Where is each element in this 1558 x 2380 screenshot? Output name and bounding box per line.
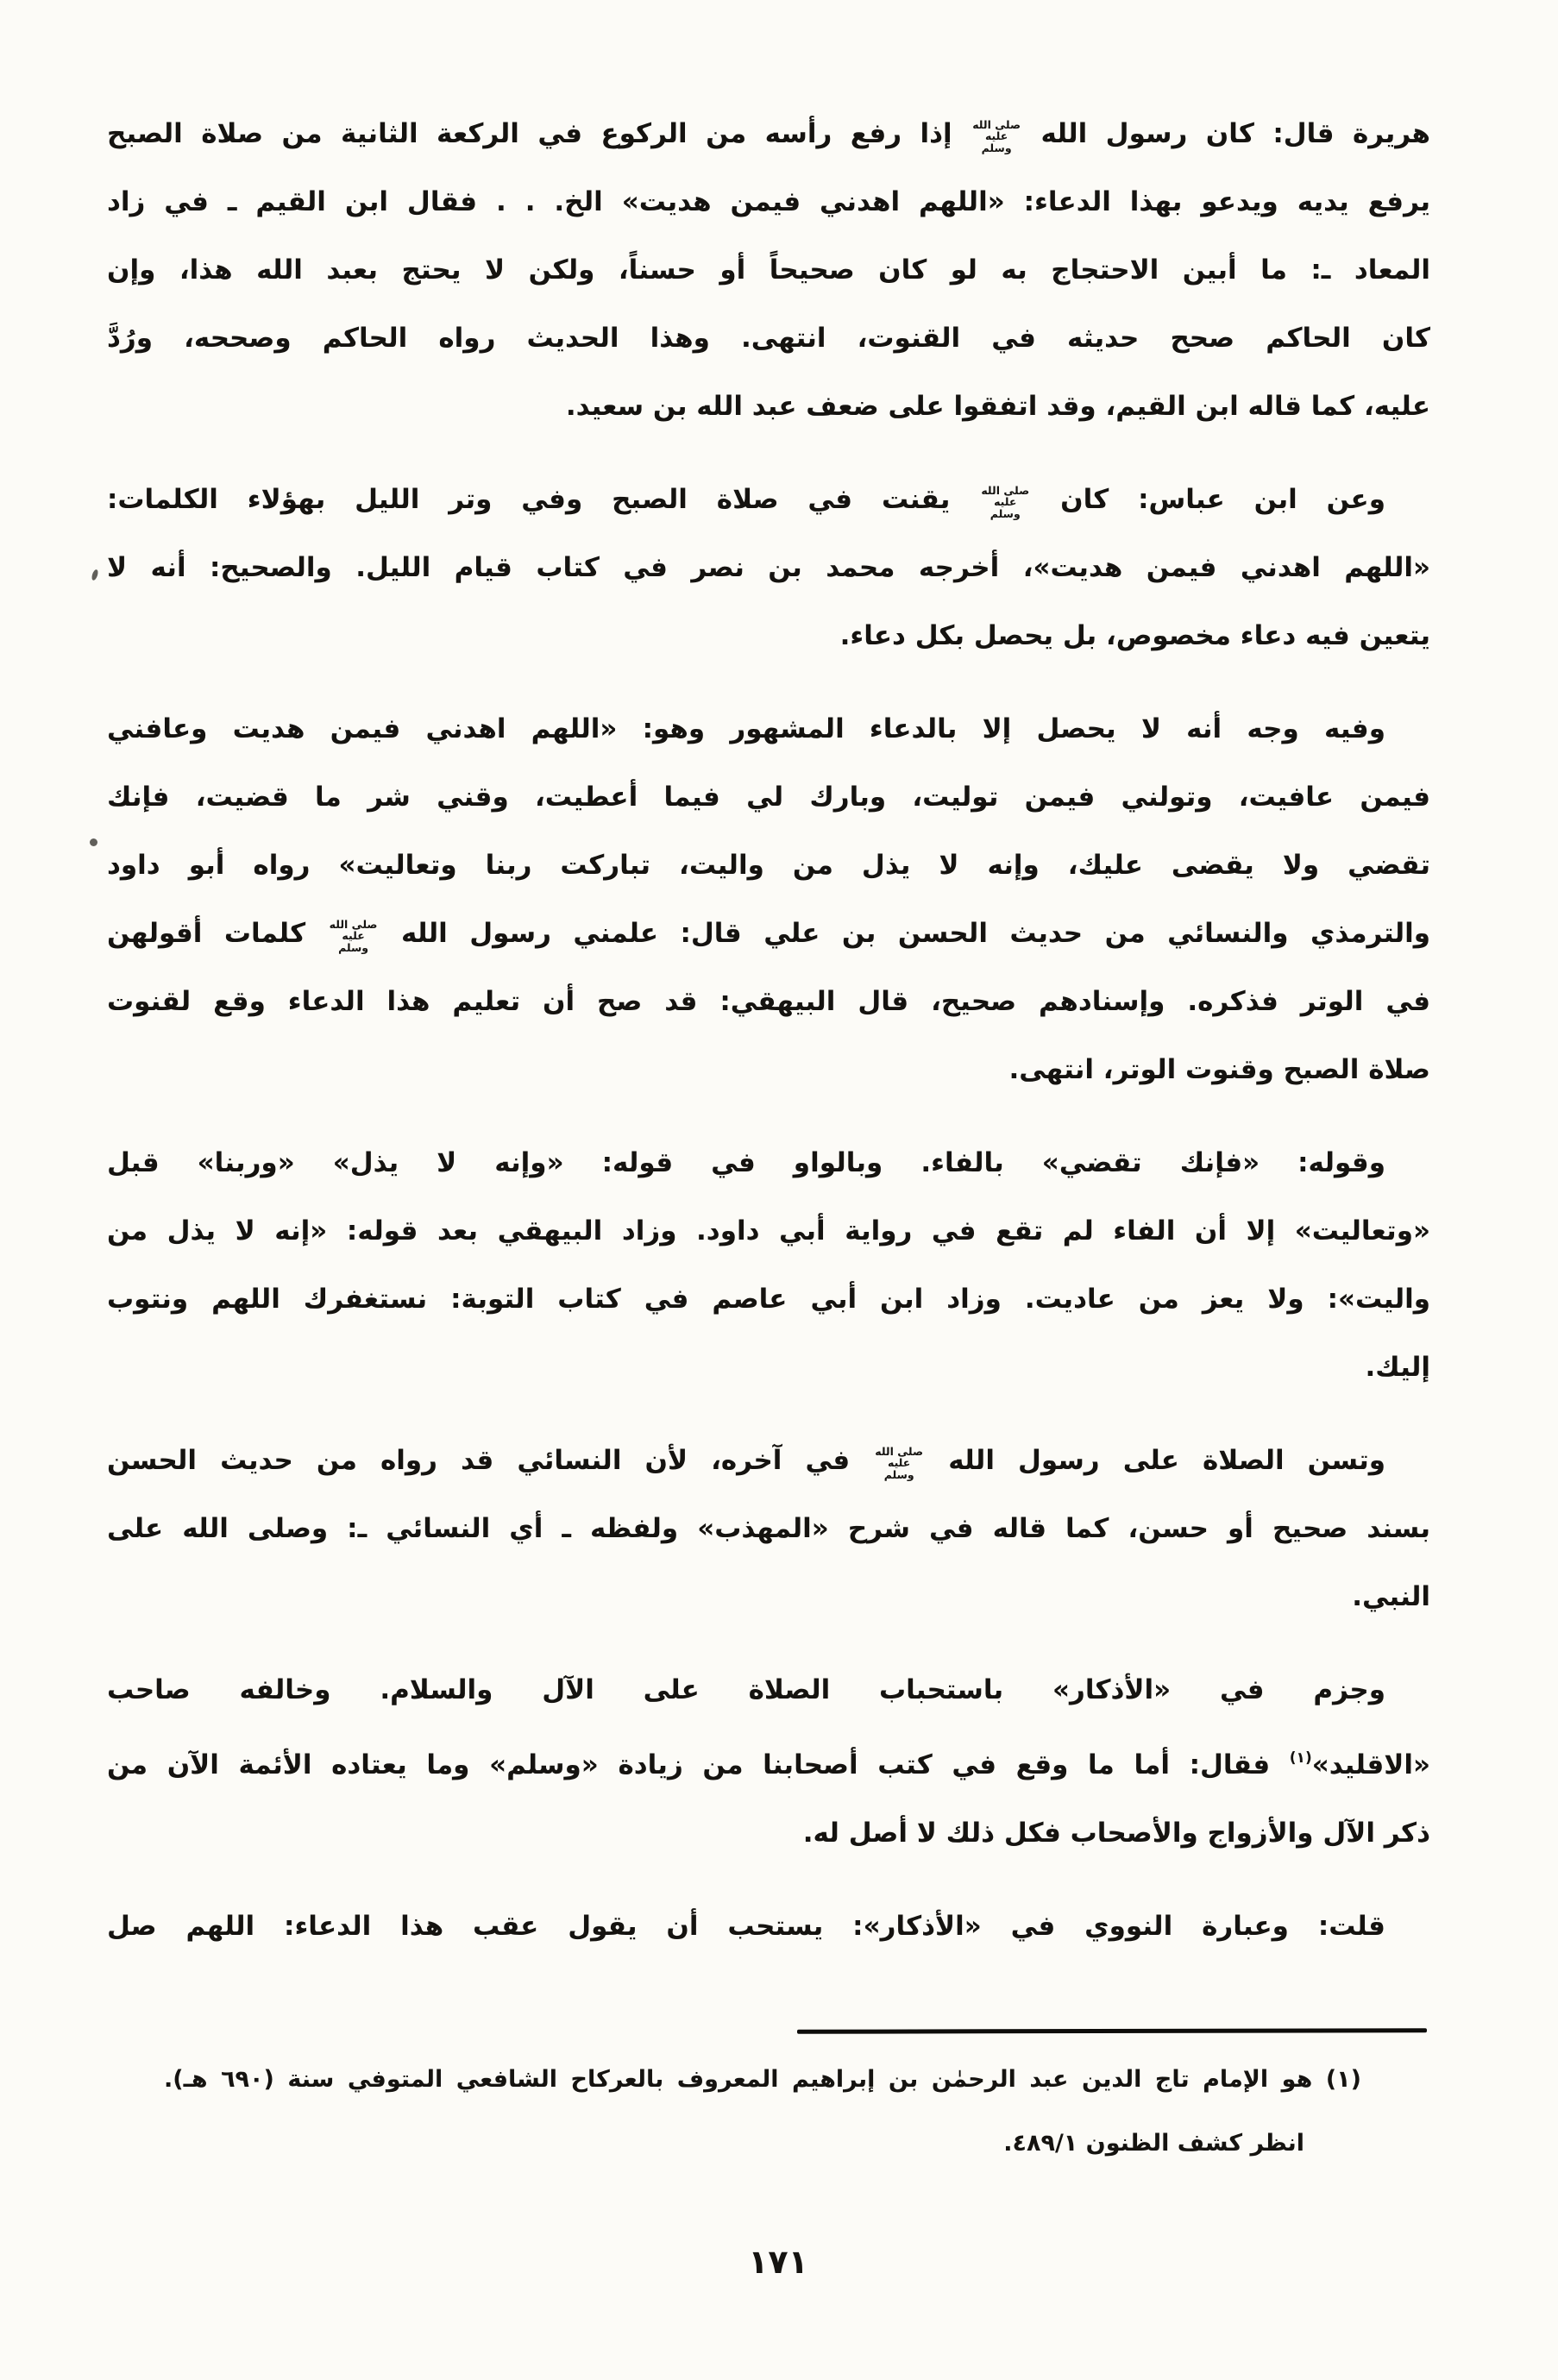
footnote [107, 2048, 1430, 2176]
text-line: وجزم في «الأذكار» باستحباب الصلاة على الآل والسلام. وخالفه صاحب [107, 1674, 1385, 1705]
scan-speck [90, 838, 97, 846]
text-line: يرفع يديه ويدعو بهذا الدعاء: «اللهم اهدني فيمن هديت» الخ. . . فقال ابن القيم ـ في زاد [107, 186, 1430, 217]
text-line: المعاد ـ: ما أبين الاحتجاج به لو كان صحيحاً أو حسناً، ولكن لا يحتج بعبد الله هذا، وإن [107, 254, 1430, 286]
page-number: ١٧١ [748, 2243, 808, 2281]
text-line: يتعين فيه دعاء مخصوص، بل يحصل بكل دعاء. [839, 620, 1430, 651]
text-line: في الوتر فذكره. وإسنادهم صحيح، قال البيهقي: قد صح أن تعليم هذا الدعاء وقع لقنوت [107, 986, 1430, 1017]
body-text [107, 100, 1430, 1986]
text-line: إليك. [1365, 1352, 1430, 1383]
paragraph [107, 695, 1430, 1104]
text-line: عليه، كما قاله ابن القيم، وقد اتفقوا على ضعف عبد الله بن سعيد. [565, 391, 1430, 422]
paragraph [107, 1129, 1430, 1402]
text-line: تقضي ولا يقضى عليك، وإنه لا يذل من واليت، تباركت ربنا وتعاليت» رواه أبو داود [107, 850, 1430, 881]
footnote-ref: (١) [1289, 1749, 1312, 1767]
text-line: «اللهم اهدني فيمن هديت»، أخرجه محمد بن نصر في كتاب قيام الليل. والصحيح: أنه لا [107, 552, 1430, 583]
paragraph [107, 466, 1430, 670]
text-line: وفيه وجه أنه لا يحصل إلا بالدعاء المشهور وهو: «اللهم اهدني فيمن هديت وعافني [107, 713, 1385, 744]
text-line: كان الحاكم صحح حديثه في القنوت، انتهى. وهذا الحديث رواه الحاكم وصححه، ورُدَّ [107, 323, 1430, 354]
text-line: وقوله: «فإنك تقضي» بالفاء. وبالواو في قوله: «وإنه لا يذل» «وربنا» قبل [107, 1147, 1385, 1178]
text-line: فيمن عافيت، وتولني فيمن توليت، وبارك لي فيما أعطيت، وقني شر ما قضيت، فإنك [107, 782, 1430, 813]
footnote-line: (١) هو الإمام تاج الدين عبد الرحمٰن بن إبراهيم المعروف بالعركاح الشافعي المتوفي سنة (٦٩٠ هـ). [164, 2066, 1361, 2093]
text-line: «وتعاليت» إلا أن الفاء لم تقع في رواية أبي داود. وزاد البيهقي بعد قوله: «إنه لا يذل من [107, 1215, 1430, 1247]
saw-ligature-icon: صلى الله عليه وسلم [972, 117, 1021, 154]
text-line: صلاة الصبح وقنوت الوتر، انتهى. [1008, 1054, 1430, 1085]
text-line: «الاقليد»$^{(١)}$ فقال: أما ما وقع في كتب أصحابنا من زيادة «وسلم» وما يعتاده الأئمة الآن من [107, 1749, 1430, 1780]
text-line: قلت: وعبارة النووي في «الأذكار»: يستحب أن يقول عقب هذا الدعاء: اللهم صل [107, 1911, 1385, 1942]
text-line: هريرة قال: كان رسول الله صلى الله عليه وسلم إذا رفع رأسه من الركوع في الركعة الثانية من صلاة الصبح [107, 117, 1430, 154]
footnote-separator [797, 2028, 1427, 2034]
text-line: ذكر الآل والأزواج والأصحاب فكل ذلك لا أصل له. [802, 1818, 1430, 1849]
paragraph [107, 1893, 1430, 1961]
footnote-line: انظر كشف الظنون ٤٨٩/١. [1003, 2130, 1304, 2157]
text-line: وتسن الصلاة على رسول الله صلى الله عليه وسلم في آخره، لأن النسائي قد رواه من حديث الحسن [107, 1444, 1385, 1481]
paragraph [107, 100, 1430, 441]
saw-ligature-icon: صلى الله عليه وسلم [875, 1444, 924, 1481]
text-line: وعن ابن عباس: كان صلى الله عليه وسلم يقنت في صلاة الصبح وفي وتر الليل بهؤلاء الكلمات: [107, 483, 1385, 520]
text-line: واليت»: ولا يعز من عاديت. وزاد ابن أبي عاصم في كتاب التوبة: نستغفرك اللهم ونتوب [107, 1284, 1430, 1315]
scan-speck [91, 568, 99, 581]
paragraph [107, 1427, 1430, 1631]
text-line: النبي. [1352, 1581, 1430, 1612]
text-line: بسند صحيح أو حسن، كما قاله في شرح «المهذب» ولفظه ـ أي النسائي ـ: وصلى الله على [107, 1513, 1430, 1544]
text-line: والترمذي والنسائي من حديث الحسن بن علي قال: علمني رسول الله صلى الله عليه وسلم كلمات أقولهن [107, 917, 1431, 954]
saw-ligature-icon: صلى الله عليه وسلم [329, 917, 378, 954]
paragraph [107, 1656, 1430, 1868]
saw-ligature-icon: صلى الله عليه وسلم [981, 483, 1030, 520]
